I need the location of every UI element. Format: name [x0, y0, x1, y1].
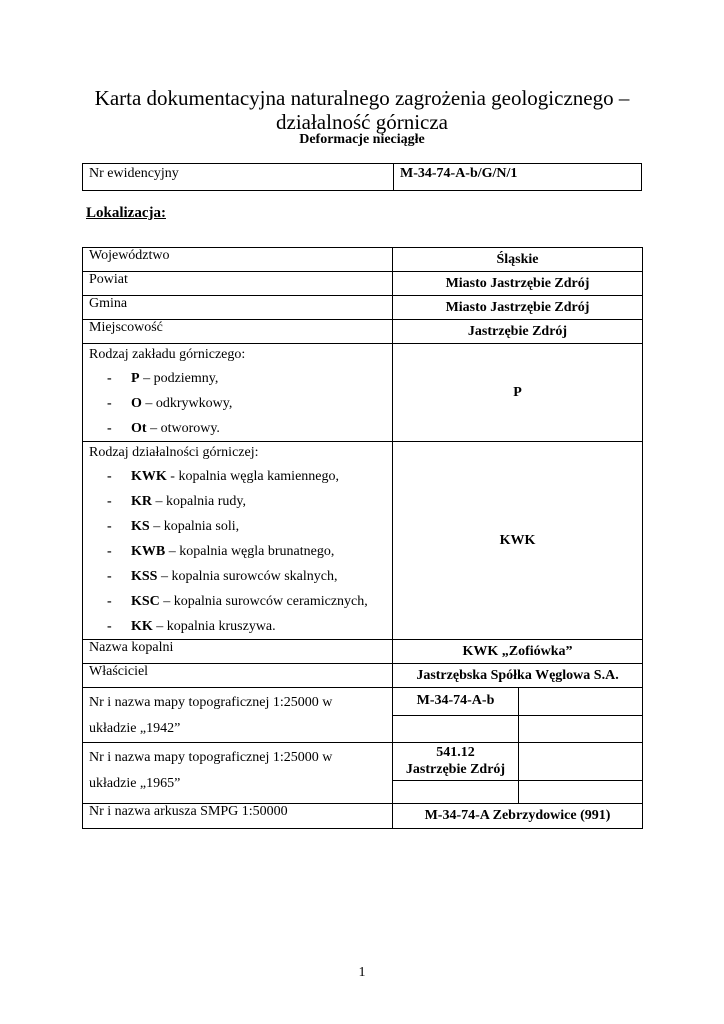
row-map-1942 — [83, 688, 643, 716]
activity-type-list — [89, 464, 386, 639]
document-title-line2: działalność górnicza — [276, 110, 448, 134]
map-1942-label-cell — [83, 688, 393, 743]
map-1942-value: M-34-74-A-b — [393, 688, 519, 716]
map-1965-empty-cell-2 — [393, 781, 519, 804]
evidence-value: M-34-74-A-b/G/N/1 — [394, 164, 642, 191]
plant-type-label: Rodzaj zakładu górniczego: — [89, 347, 246, 362]
owner-value: Jastrzębska Spółka Węglowa S.A. — [393, 664, 643, 688]
evidence-label: Nr ewidencyjny — [83, 164, 394, 191]
map-1942-empty-cell — [519, 688, 643, 716]
mine-name-value: KWK „Zofiówka” — [393, 640, 643, 664]
list-item: - KK – kopalnia kruszywa. — [107, 619, 276, 634]
wojewodztwo-label: Województwo — [83, 248, 393, 272]
plant-type-cell — [83, 344, 393, 442]
gmina-label: Gmina — [83, 296, 393, 320]
activity-type-label: Rodzaj działalności górniczej: — [89, 445, 259, 460]
plant-type-list — [89, 366, 386, 441]
smpg-value: M-34-74-A Zebrzydowice (991) — [393, 804, 643, 829]
location-table — [82, 247, 643, 829]
map-1965-label-line1: Nr i nazwa mapy topograficznej 1:25000 w — [89, 750, 333, 765]
map-1942-label-line1: Nr i nazwa mapy topograficznej 1:25000 w — [89, 695, 333, 710]
evidence-table — [82, 163, 642, 191]
row-plant-type — [83, 344, 643, 442]
list-item: - KWB – kopalnia węgla brunatnego, — [107, 544, 335, 559]
list-item: - KWK - kopalnia węgla kamiennego, — [107, 469, 339, 484]
smpg-label: Nr i nazwa arkusza SMPG 1:50000 — [83, 804, 393, 829]
list-item: - KR – kopalnia rudy, — [107, 494, 246, 509]
list-item: - Ot – otworowy. — [107, 421, 220, 436]
map-1965-empty-cell-3 — [519, 781, 643, 804]
mine-name-label: Nazwa kopalni — [83, 640, 393, 664]
row-gmina — [83, 296, 643, 320]
map-1965-value-cell — [393, 743, 519, 781]
list-item: - KSS – kopalnia surowców skalnych, — [107, 569, 338, 584]
map-1942-empty-cell-2 — [393, 715, 519, 743]
row-activity-type — [83, 442, 643, 640]
powiat-label: Powiat — [83, 272, 393, 296]
row-smpg — [83, 804, 643, 829]
row-wojewodztwo — [83, 248, 643, 272]
miejscowosc-label: Miejscowość — [83, 320, 393, 344]
document-title-line1: Karta dokumentacyjna naturalnego zagrożenia geologicznego – — [94, 86, 630, 110]
activity-type-cell — [83, 442, 393, 640]
row-map-1965 — [83, 743, 643, 781]
map-1965-empty-cell — [519, 743, 643, 781]
map-1965-label-line2: układzie „1965” — [89, 776, 181, 791]
map-1965-label-cell — [83, 743, 393, 804]
list-item: - O – odkrywkowy, — [107, 396, 233, 411]
plant-type-value: P — [393, 344, 643, 442]
row-mine-name — [83, 640, 643, 664]
map-1942-empty-cell-3 — [519, 715, 643, 743]
gmina-value: Miasto Jastrzębie Zdrój — [393, 296, 643, 320]
row-miejscowosc — [83, 320, 643, 344]
map-1965-value-line1: 541.12 — [436, 745, 475, 760]
list-item: - KSC – kopalnia surowców ceramicznych, — [107, 594, 368, 609]
powiat-value: Miasto Jastrzębie Zdrój — [393, 272, 643, 296]
row-owner — [83, 664, 643, 688]
list-item: - P – podziemny, — [107, 371, 219, 386]
section-label-location: Lokalizacja: — [86, 205, 166, 221]
list-item: - KS – kopalnia soli, — [107, 519, 240, 534]
page-number: 1 — [358, 965, 366, 980]
miejscowosc-value: Jastrzębie Zdrój — [393, 320, 643, 344]
owner-label: Właściciel — [83, 664, 393, 688]
activity-type-value: KWK — [393, 442, 643, 640]
map-1965-value-line2: Jastrzębie Zdrój — [405, 762, 506, 777]
map-1942-label-line2: układzie „1942” — [89, 721, 181, 736]
row-powiat — [83, 272, 643, 296]
wojewodztwo-value: Śląskie — [393, 248, 643, 272]
document-subtitle: Deformacje nieciągłe — [299, 132, 425, 147]
